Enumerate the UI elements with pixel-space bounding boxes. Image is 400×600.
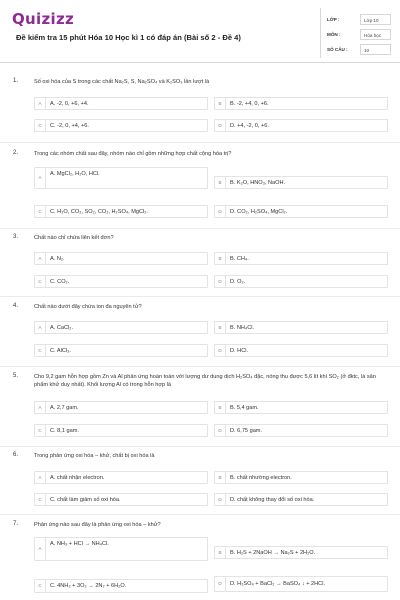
answer-option-b[interactable]	[214, 401, 388, 414]
question-number: 2.	[13, 150, 19, 156]
option-letter-badge: A	[35, 322, 46, 333]
option-text: D. chất không thay đổi số oxi hóa.	[230, 496, 315, 503]
answer-option-b[interactable]	[214, 546, 388, 559]
answer-option-b[interactable]	[214, 176, 388, 189]
meta-subject-label: MÔN :	[327, 32, 341, 37]
option-letter-badge: A	[35, 168, 46, 188]
answer-option-a[interactable]	[34, 252, 208, 265]
option-letter-badge: A	[35, 402, 46, 413]
option-letter-badge: B	[215, 547, 226, 558]
question-text: Chất nào chỉ chứa liên kết đơn?	[34, 235, 114, 241]
answer-option-a[interactable]	[34, 167, 208, 189]
meta-count	[327, 44, 393, 57]
option-letter-badge: B	[215, 177, 226, 188]
option-letter-badge: D	[215, 494, 226, 505]
option-letter-badge: C	[35, 206, 46, 217]
option-text: B. 5,4 gam.	[230, 404, 259, 411]
answer-option-a[interactable]	[34, 537, 208, 561]
answer-option-c[interactable]	[34, 344, 208, 357]
option-text: A. CaCl₂.	[50, 324, 73, 331]
option-text: C. H₂O, CO₂, SO₂, CO₂, H₂SO₄, MgCl₂.	[50, 208, 148, 215]
option-letter-badge: C	[35, 425, 46, 436]
worksheet-title: Đề kiểm tra 15 phút Hóa 10 Học kì 1 có đáp án (Bài số 2 - Đề 4)	[16, 33, 241, 42]
option-text: A. MgCl₂, H₂O, HCl.	[50, 171, 100, 177]
option-text: B. -2, +4, 0, +6.	[230, 100, 269, 107]
meta-count-label: SỐ CÂU :	[327, 47, 348, 52]
option-text: C. 4NH₃ + 3O₂ → 2N₂ + 6H₂O.	[50, 583, 127, 589]
answer-option-c[interactable]	[34, 119, 208, 132]
option-text: B. K₂O, HNO₃, NaOH.	[230, 179, 286, 186]
option-letter-badge: C	[35, 345, 46, 356]
question-number: 5.	[13, 373, 19, 379]
answer-option-a[interactable]	[34, 97, 208, 110]
option-letter-badge: B	[215, 472, 226, 483]
option-letter-badge: D	[215, 425, 226, 436]
option-letter-badge: C	[35, 494, 46, 505]
answer-option-a[interactable]	[34, 321, 208, 334]
answer-option-d[interactable]	[214, 275, 388, 288]
answer-option-d[interactable]	[214, 576, 388, 592]
answer-option-d[interactable]	[214, 493, 388, 506]
option-letter-badge: A	[35, 472, 46, 483]
option-text: D. +4, -2, 0, +6.	[230, 122, 269, 129]
quizizz-logo: Quizizz	[12, 10, 75, 28]
option-text: B. H₂S + 2NaOH → Na₂S + 2H₂O.	[230, 549, 316, 556]
meta-count-value: 10	[360, 44, 391, 55]
option-letter-badge: D	[215, 120, 226, 131]
option-text: A. 2,7 gam.	[50, 404, 79, 411]
answer-option-c[interactable]	[34, 424, 208, 437]
option-letter-badge: C	[35, 276, 46, 287]
answer-option-c[interactable]	[34, 275, 208, 288]
option-text: B. NH₄Cl.	[230, 324, 255, 331]
answer-option-c[interactable]	[34, 493, 208, 506]
option-letter-badge: A	[35, 98, 46, 109]
option-letter-badge: D	[215, 577, 226, 591]
option-text: B. chất nhường electron.	[230, 474, 292, 481]
answer-option-b[interactable]	[214, 321, 388, 334]
option-text: A. NH₃ + HCl → NH₄Cl.	[50, 541, 109, 547]
option-letter-badge: A	[35, 538, 46, 560]
answer-option-d[interactable]	[214, 344, 388, 357]
question-text: Trong phản ứng oxi hóa – khử, chất bị oxi hóa là	[34, 453, 155, 459]
option-letter-badge: B	[215, 98, 226, 109]
answer-option-d[interactable]	[214, 119, 388, 132]
option-letter-badge: A	[35, 253, 46, 264]
answer-option-d[interactable]	[214, 424, 388, 437]
meta-subject	[327, 29, 393, 42]
answer-option-a[interactable]	[34, 401, 208, 414]
option-text: A. N₂.	[50, 255, 65, 262]
meta-class-value: Lớp 10	[360, 14, 391, 25]
option-letter-badge: B	[215, 253, 226, 264]
meta-class	[327, 14, 393, 27]
question-text: Phản ứng nào sau đây là phản ứng oxi hóa – khử?	[34, 522, 161, 528]
option-text: C. 8,1 gam.	[50, 427, 79, 434]
option-text: C. CO₂.	[50, 278, 70, 285]
option-text: D. HCl.	[230, 347, 249, 354]
option-text: D. 6,75 gam.	[230, 427, 263, 434]
answer-option-b[interactable]	[214, 471, 388, 484]
answer-option-c[interactable]	[34, 579, 208, 593]
meta-class-label: LỚP :	[327, 17, 340, 22]
answer-option-d[interactable]	[214, 205, 388, 218]
option-letter-badge: D	[215, 206, 226, 217]
header-divider	[320, 8, 321, 58]
question-number: 7.	[13, 521, 19, 527]
option-text: C. chất làm giảm số oxi hóa.	[50, 496, 121, 503]
meta-subject-value: Hóa học	[360, 29, 391, 40]
question-number: 3.	[13, 234, 19, 240]
option-letter-badge: D	[215, 345, 226, 356]
question-number: 4.	[13, 303, 19, 309]
option-letter-badge: C	[35, 120, 46, 131]
option-letter-badge: B	[215, 322, 226, 333]
option-text: D. CO₂, H₂SO₄, MgCl₂.	[230, 208, 288, 215]
option-letter-badge: B	[215, 402, 226, 413]
option-letter-badge: D	[215, 276, 226, 287]
question-text: Trong các nhóm chất sau đây, nhóm nào chỉ gồm những hợp chất cộng hóa trị?	[34, 151, 232, 157]
option-letter-badge: C	[35, 580, 46, 592]
question-text: Số oxi hóa của S trong các chất Na₂S, S, Na₂SO₄ và K₂SO₃ lần lượt là	[34, 79, 210, 85]
option-text: C. -2, 0, +4, +6.	[50, 122, 89, 129]
option-text: D. H₂SO₄ + BaCl₂ → BaSO₄ ↓ + 2HCl.	[230, 581, 326, 587]
answer-option-b[interactable]	[214, 97, 388, 110]
question-number: 1.	[13, 78, 19, 84]
option-text: B. CH₄.	[230, 255, 249, 262]
option-text: A. chất nhận electron.	[50, 474, 105, 481]
question-text: Cho 9,2 gam hỗn hợp gồm Zn và Al phản ứng hoàn toàn với lượng dư dung dịch H₂SO₄ đặc, nóng thu được 5,6 lít khí SO₂ (ở đktc, là sản phẩm khử duy nhất). Khối lượng Al có trong hỗn hợp là	[34, 374, 376, 388]
option-text: D. O₂.	[230, 278, 246, 285]
option-text: C. AlCl₃.	[50, 347, 71, 354]
question-text: Chất nào dưới đây chứa ion đa nguyên tử?	[34, 304, 142, 310]
worksheet-header	[0, 0, 400, 63]
answer-option-b[interactable]	[214, 252, 388, 265]
question-number: 6.	[13, 452, 19, 458]
answer-option-c[interactable]	[34, 205, 208, 218]
answer-option-a[interactable]	[34, 471, 208, 484]
option-text: A. -2, 0, +6, +4.	[50, 100, 89, 107]
